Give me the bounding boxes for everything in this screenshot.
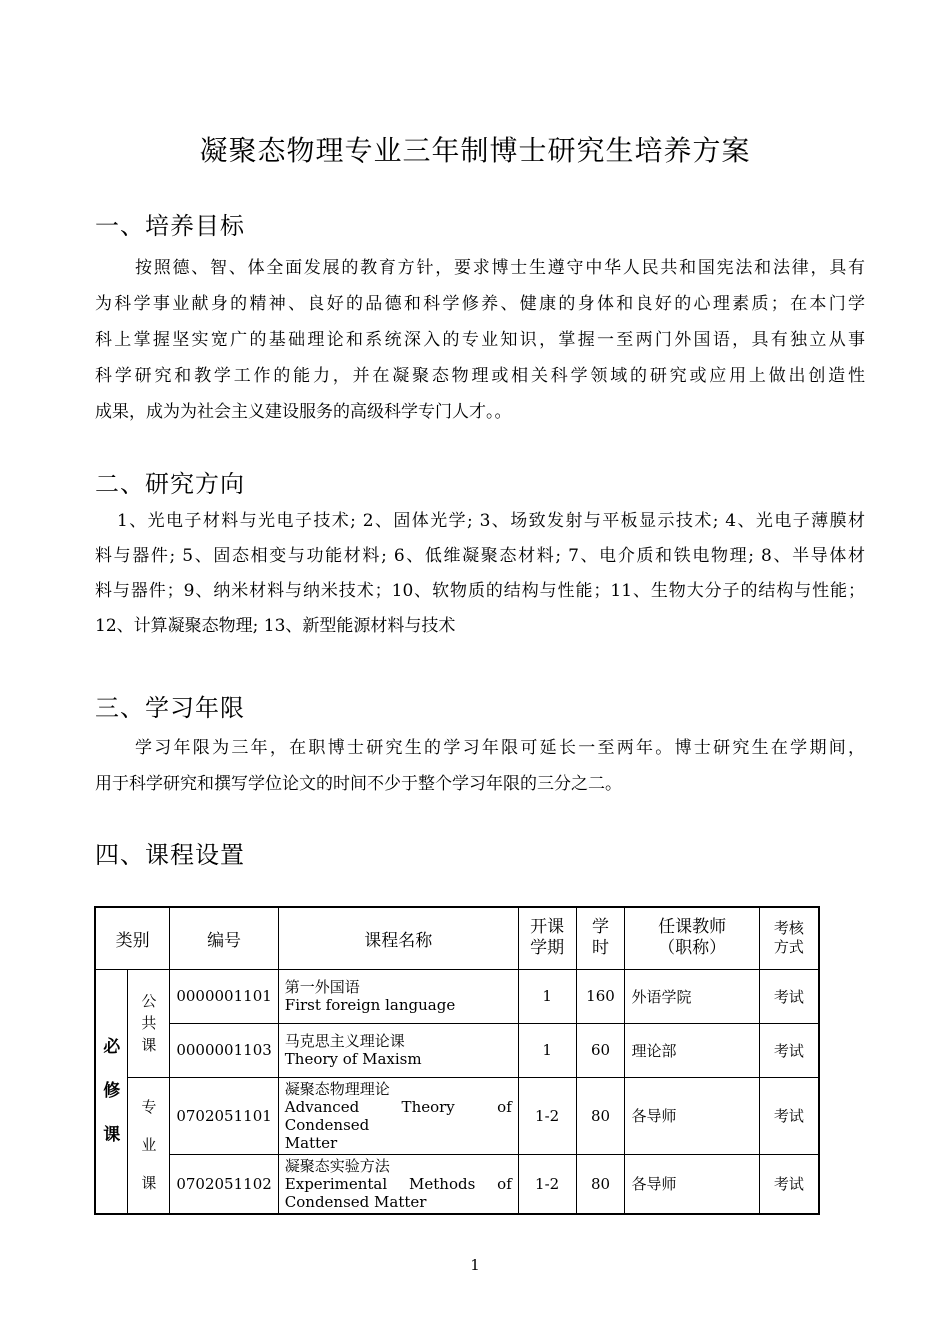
paragraph-line: 用于科学研究和撰写学位论文的时间不少于整个学习年限的三分之二。 <box>95 774 622 794</box>
goals-paragraph <box>95 250 865 430</box>
course-term: 1-2 <box>518 1077 576 1154</box>
course-code: 0000001103 <box>170 1023 278 1077</box>
course-code: 0702051102 <box>170 1154 278 1214</box>
page-number: 1 <box>470 1256 480 1274</box>
section-heading-goals: 一、培养目标 <box>95 212 245 240</box>
paragraph-line: 为科学事业献身的精神、良好的品德和科学修养、健康的身体和良好的心理素质；在本门学 <box>95 294 865 314</box>
table-row <box>95 1154 819 1214</box>
header-teacher: 任课教师 （职称） <box>625 907 759 969</box>
course-term: 1-2 <box>518 1154 576 1214</box>
document-title: 凝聚态物理专业三年制博士研究生培养方案 <box>199 134 751 167</box>
table-row <box>95 1023 819 1077</box>
paragraph-line: 按照德、智、体全面发展的教育方针，要求博士生遵守中华人民共和国宪法和法律，具有 <box>135 258 865 278</box>
research-paragraph <box>95 504 865 644</box>
table-row <box>95 1077 819 1154</box>
course-code: 0702051101 <box>170 1077 278 1154</box>
course-teacher: 理论部 <box>625 1023 759 1077</box>
course-teacher: 外语学院 <box>625 969 759 1023</box>
course-table <box>94 906 820 1215</box>
course-name: 第一外国语 First foreign language <box>278 969 518 1023</box>
course-exam: 考试 <box>759 1023 819 1077</box>
paragraph-line: 科上掌握坚实宽广的基础理论和系统深入的专业知识，掌握一至两门外国语，具有独立从事 <box>95 330 865 350</box>
header-exam: 考核 方式 <box>759 907 819 969</box>
section-heading-courses: 四、课程设置 <box>95 841 245 869</box>
course-teacher: 各导师 <box>625 1077 759 1154</box>
course-hours: 60 <box>576 1023 625 1077</box>
course-code: 0000001101 <box>170 969 278 1023</box>
course-hours: 80 <box>576 1077 625 1154</box>
paragraph-line: 科学研究和教学工作的能力，并在凝聚态物理或相关科学领域的研究或应用上做出创造性 <box>95 366 865 386</box>
paragraph-line: 学习年限为三年，在职博士研究生的学习年限可延长一至两年。博士研究生在学期间， <box>135 738 865 758</box>
paragraph-line: 1、光电子材料与光电子技术; 2、固体光学; 3、场致发射与平板显示技术; 4、光电子薄膜材 <box>117 511 865 531</box>
subgroup-major: 专 业 课 <box>128 1077 170 1214</box>
course-teacher: 各导师 <box>625 1154 759 1214</box>
header-hours: 学 时 <box>576 907 625 969</box>
paragraph-line: 料与器件；9、纳米材料与纳米技术；10、软物质的结构与性能；11、生物大分子的结构与性能； <box>95 581 865 601</box>
section-heading-research: 二、研究方向 <box>95 470 245 498</box>
paragraph-line: 12、计算凝聚态物理; 13、新型能源材料与技术 <box>95 616 456 636</box>
duration-paragraph <box>95 730 865 802</box>
group-required: 必 修 课 <box>95 969 128 1214</box>
course-exam: 考试 <box>759 1154 819 1214</box>
header-category: 类别 <box>95 907 170 969</box>
header-course-name: 课程名称 <box>278 907 518 969</box>
course-name: 马克思主义理论课 Theory of Maxism <box>278 1023 518 1077</box>
section-heading-duration: 三、学习年限 <box>95 694 245 722</box>
course-name: 凝聚态实验方法 Experimental Methods of Condensed Matter <box>278 1154 518 1214</box>
table-row <box>95 969 819 1023</box>
subgroup-public: 公 共 课 <box>128 969 170 1077</box>
course-hours: 80 <box>576 1154 625 1214</box>
course-name: 凝聚态物理理论 Advanced Theory of Condensed Matter <box>278 1077 518 1154</box>
paragraph-line: 料与器件; 5、固态相变与功能材料; 6、低维凝聚态材料; 7、电介质和铁电物理; 8、半导体材 <box>95 546 865 566</box>
paragraph-line: 成果，成为为社会主义建设服务的高级科学专门人才。。 <box>95 402 512 422</box>
course-exam: 考试 <box>759 969 819 1023</box>
course-hours: 160 <box>576 969 625 1023</box>
header-term: 开课 学期 <box>518 907 576 969</box>
course-term: 1 <box>518 969 576 1023</box>
course-exam: 考试 <box>759 1077 819 1154</box>
course-term: 1 <box>518 1023 576 1077</box>
table-header-row <box>95 907 819 969</box>
header-code: 编号 <box>170 907 278 969</box>
